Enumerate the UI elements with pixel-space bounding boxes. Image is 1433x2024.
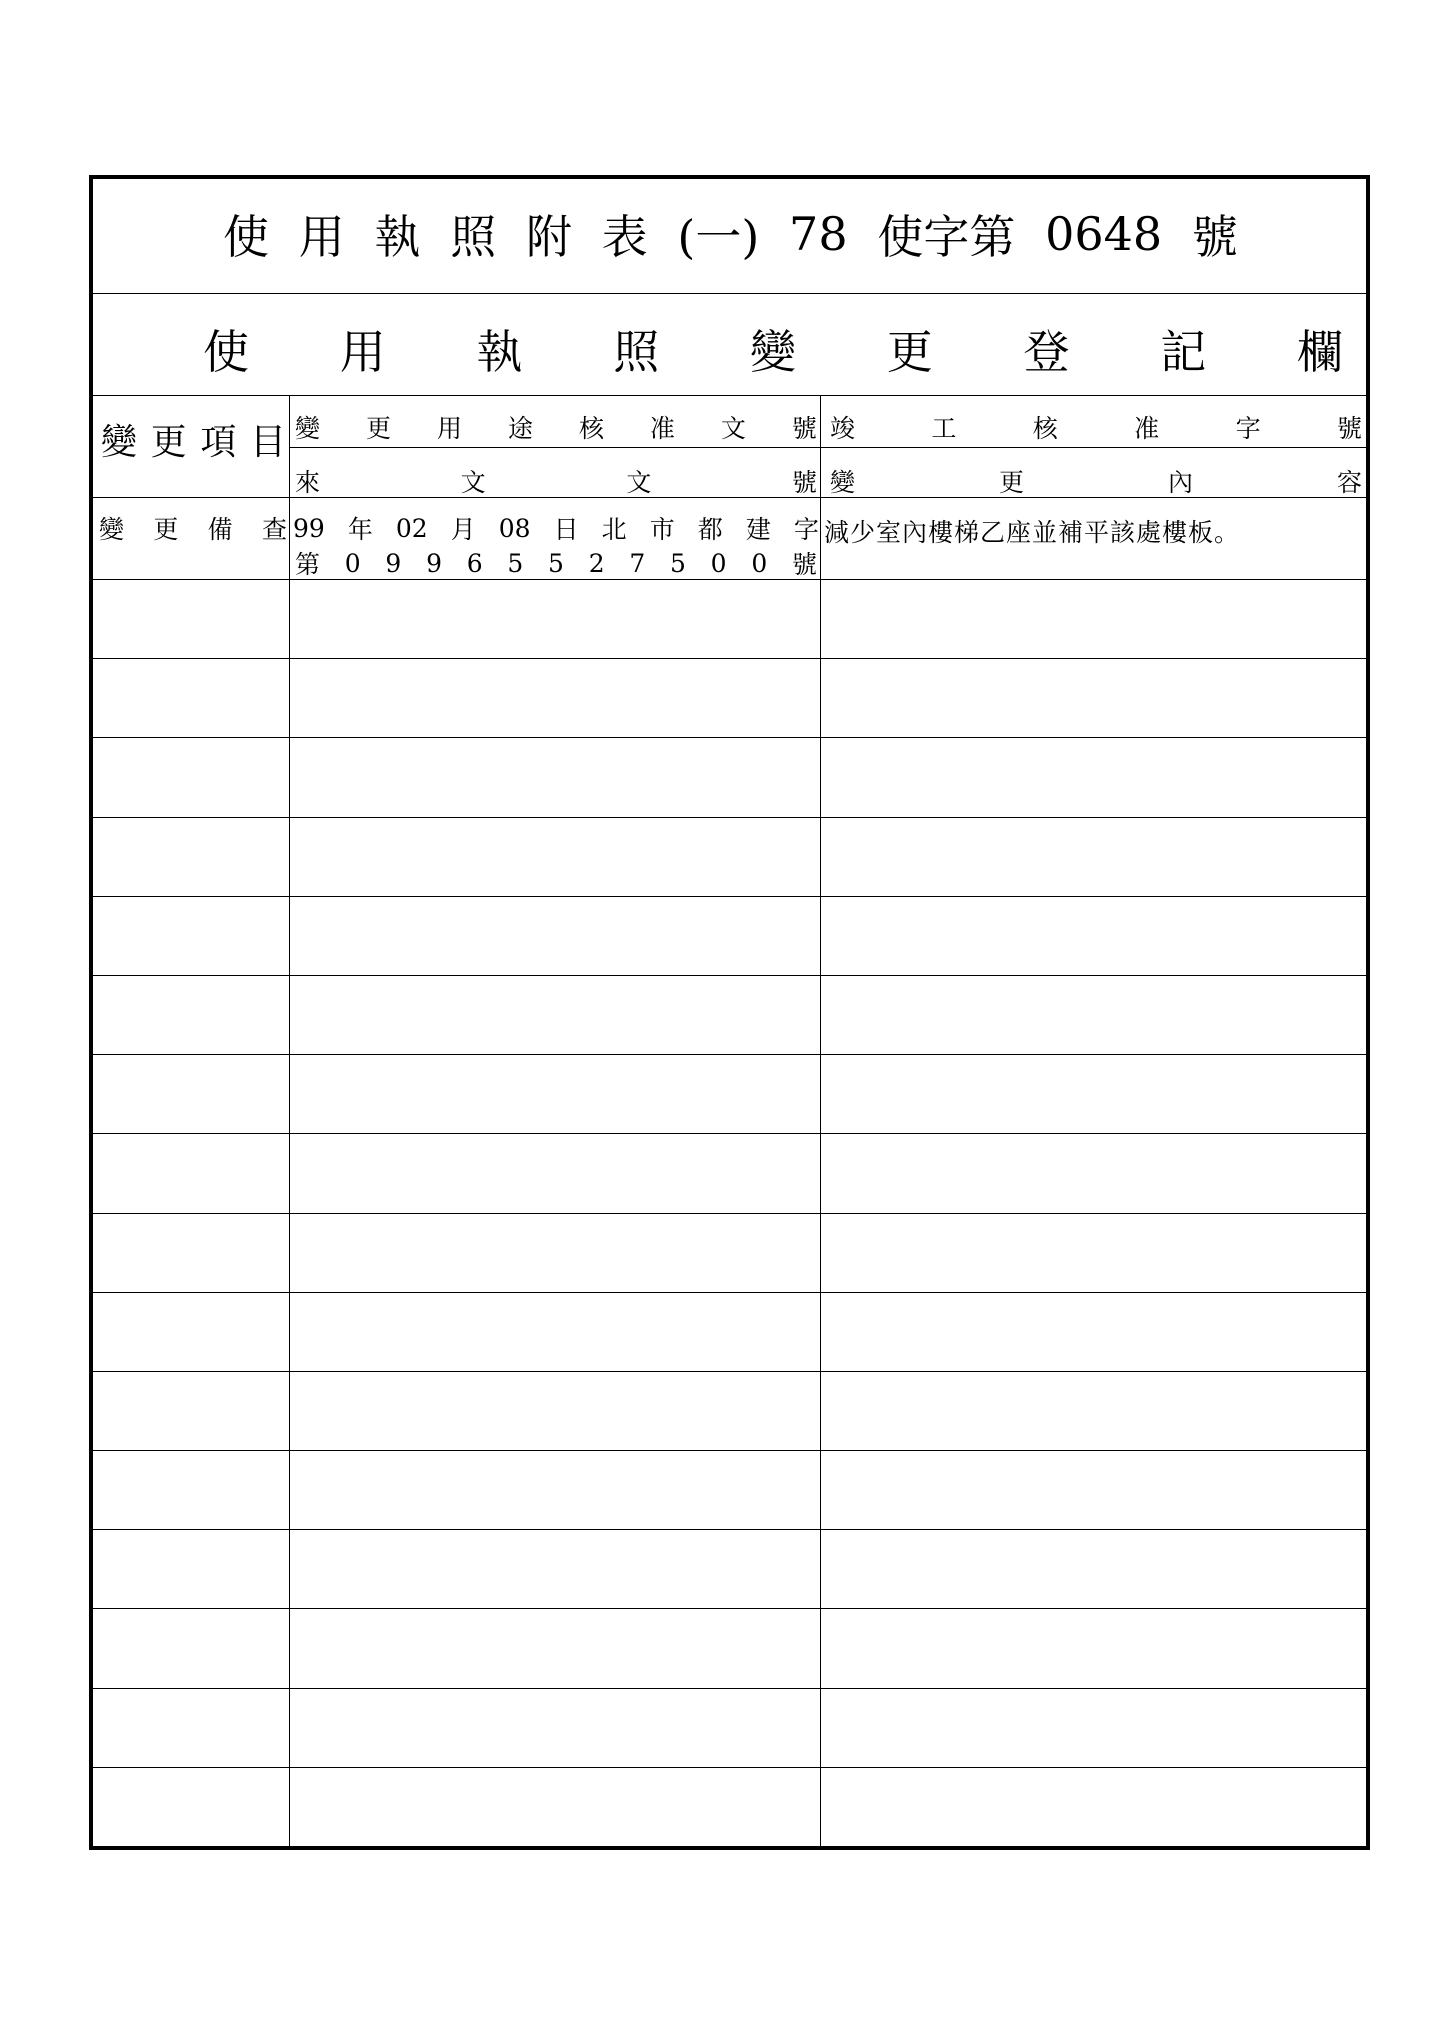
column-divider xyxy=(820,395,821,1846)
header-char: 文 xyxy=(460,468,486,497)
subtitle-char: 使 xyxy=(203,325,249,379)
header-char: 准 xyxy=(1134,414,1160,443)
row-char: 年 xyxy=(347,515,373,544)
header-char: 項 xyxy=(200,421,237,463)
subtitle-char: 登 xyxy=(1023,325,1070,379)
row-divider xyxy=(93,1371,1366,1372)
header-char: 變 xyxy=(101,421,138,463)
row-divider xyxy=(93,658,1366,659)
header-char: 准 xyxy=(649,414,675,443)
header-char: 核 xyxy=(578,414,604,443)
column-divider xyxy=(289,395,290,1846)
row-char: 5 xyxy=(670,548,686,578)
row-char: 月 xyxy=(450,515,476,544)
row-char: 0 xyxy=(344,548,361,578)
title-char: 0648 xyxy=(1045,207,1163,261)
row-divider xyxy=(93,1767,1366,1768)
header-char: 文 xyxy=(720,414,746,443)
row-char: 6 xyxy=(466,548,483,578)
subtitle-char: 變 xyxy=(750,325,796,379)
row-divider xyxy=(93,1529,1366,1530)
subtitle-char: 記 xyxy=(1160,325,1207,379)
header-char: 字 xyxy=(1235,414,1261,443)
row-divider xyxy=(93,817,1366,818)
header-char: 號 xyxy=(791,468,817,497)
header-char: 號 xyxy=(791,414,817,443)
row-divider xyxy=(93,1688,1366,1689)
header-char: 用 xyxy=(436,414,462,443)
row-char: 0 xyxy=(751,548,768,578)
header-char: 目 xyxy=(249,421,286,463)
row-char: 備 xyxy=(207,515,233,544)
title-char: 照 xyxy=(450,210,497,264)
title-char: 78 xyxy=(789,207,848,261)
row-char: 7 xyxy=(629,548,646,578)
divider xyxy=(93,497,1366,498)
row-change-content: 減少室內樓梯乙座並補平該處樓板。 xyxy=(824,518,1241,547)
row-char: 第 xyxy=(295,550,321,579)
header-change-content xyxy=(830,461,1362,501)
row-divider xyxy=(93,1054,1366,1055)
header-approval-doc-no xyxy=(295,407,817,447)
row-divider xyxy=(93,896,1366,897)
row-char: 日 xyxy=(553,515,579,544)
row-divider xyxy=(93,737,1366,738)
title-char: 表 xyxy=(601,210,648,264)
header-char: 變 xyxy=(830,468,856,497)
row-char: 5 xyxy=(548,548,564,578)
header-char: 竣 xyxy=(830,414,856,443)
row-doc-line1 xyxy=(293,509,819,547)
row-char: 02 xyxy=(395,513,428,543)
header-char: 容 xyxy=(1336,468,1362,497)
subtitle-char: 執 xyxy=(476,325,523,379)
row-char: 2 xyxy=(588,548,605,578)
row-char: 9 xyxy=(385,548,402,578)
subtitle-char: 更 xyxy=(886,325,933,379)
header-char: 文 xyxy=(626,468,652,497)
form-subtitle xyxy=(203,319,1343,379)
subtitle-char: 用 xyxy=(339,325,386,379)
header-char: 號 xyxy=(1336,414,1362,443)
divider xyxy=(93,293,1366,294)
divider xyxy=(93,395,1366,396)
row-char: 都 xyxy=(697,515,723,544)
row-char: 9 xyxy=(426,548,442,578)
row-char: 號 xyxy=(791,550,817,579)
row-doc-line2 xyxy=(295,544,817,582)
header-char: 核 xyxy=(1032,414,1058,443)
title-char: 執 xyxy=(374,210,421,264)
row-char: 變 xyxy=(99,515,125,544)
license-form xyxy=(89,175,1370,1850)
row-char: 5 xyxy=(507,548,524,578)
title-char: 使字第 xyxy=(877,210,1016,264)
title-char: (一) xyxy=(677,210,760,264)
subtitle-char: 照 xyxy=(613,325,660,379)
row-char: 查 xyxy=(261,515,287,544)
subtitle-char: 欄 xyxy=(1297,325,1343,379)
row-char: 99 xyxy=(293,513,325,543)
row-char: 更 xyxy=(153,515,179,544)
row-divider xyxy=(93,1450,1366,1451)
header-change-item xyxy=(101,409,286,469)
row-divider xyxy=(93,975,1366,976)
row-divider xyxy=(93,1292,1366,1293)
header-char: 工 xyxy=(931,414,957,443)
row-divider xyxy=(93,1133,1366,1134)
divider xyxy=(289,447,1366,448)
row-divider xyxy=(93,579,1366,580)
header-incoming-doc-no xyxy=(295,461,817,501)
header-char: 更 xyxy=(998,468,1024,497)
header-char: 內 xyxy=(1167,468,1193,497)
header-completion-no xyxy=(830,407,1362,447)
header-char: 更 xyxy=(365,414,391,443)
row-char: 0 xyxy=(710,548,727,578)
row-change-item xyxy=(99,509,287,547)
title-char: 附 xyxy=(525,210,572,264)
row-char: 字 xyxy=(793,515,819,544)
title-char: 號 xyxy=(1191,210,1238,264)
title-char: 用 xyxy=(298,210,345,264)
row-char: 建 xyxy=(745,515,771,544)
header-char: 途 xyxy=(507,414,533,443)
row-char: 市 xyxy=(649,515,675,544)
header-char: 來 xyxy=(295,468,321,497)
header-char: 更 xyxy=(150,421,187,463)
form-title xyxy=(223,207,1238,264)
row-char: 北 xyxy=(601,515,627,544)
row-divider xyxy=(93,1213,1366,1214)
row-divider xyxy=(93,1608,1366,1609)
row-char: 08 xyxy=(498,513,531,543)
header-char: 變 xyxy=(295,414,321,443)
title-char: 使 xyxy=(223,210,269,264)
